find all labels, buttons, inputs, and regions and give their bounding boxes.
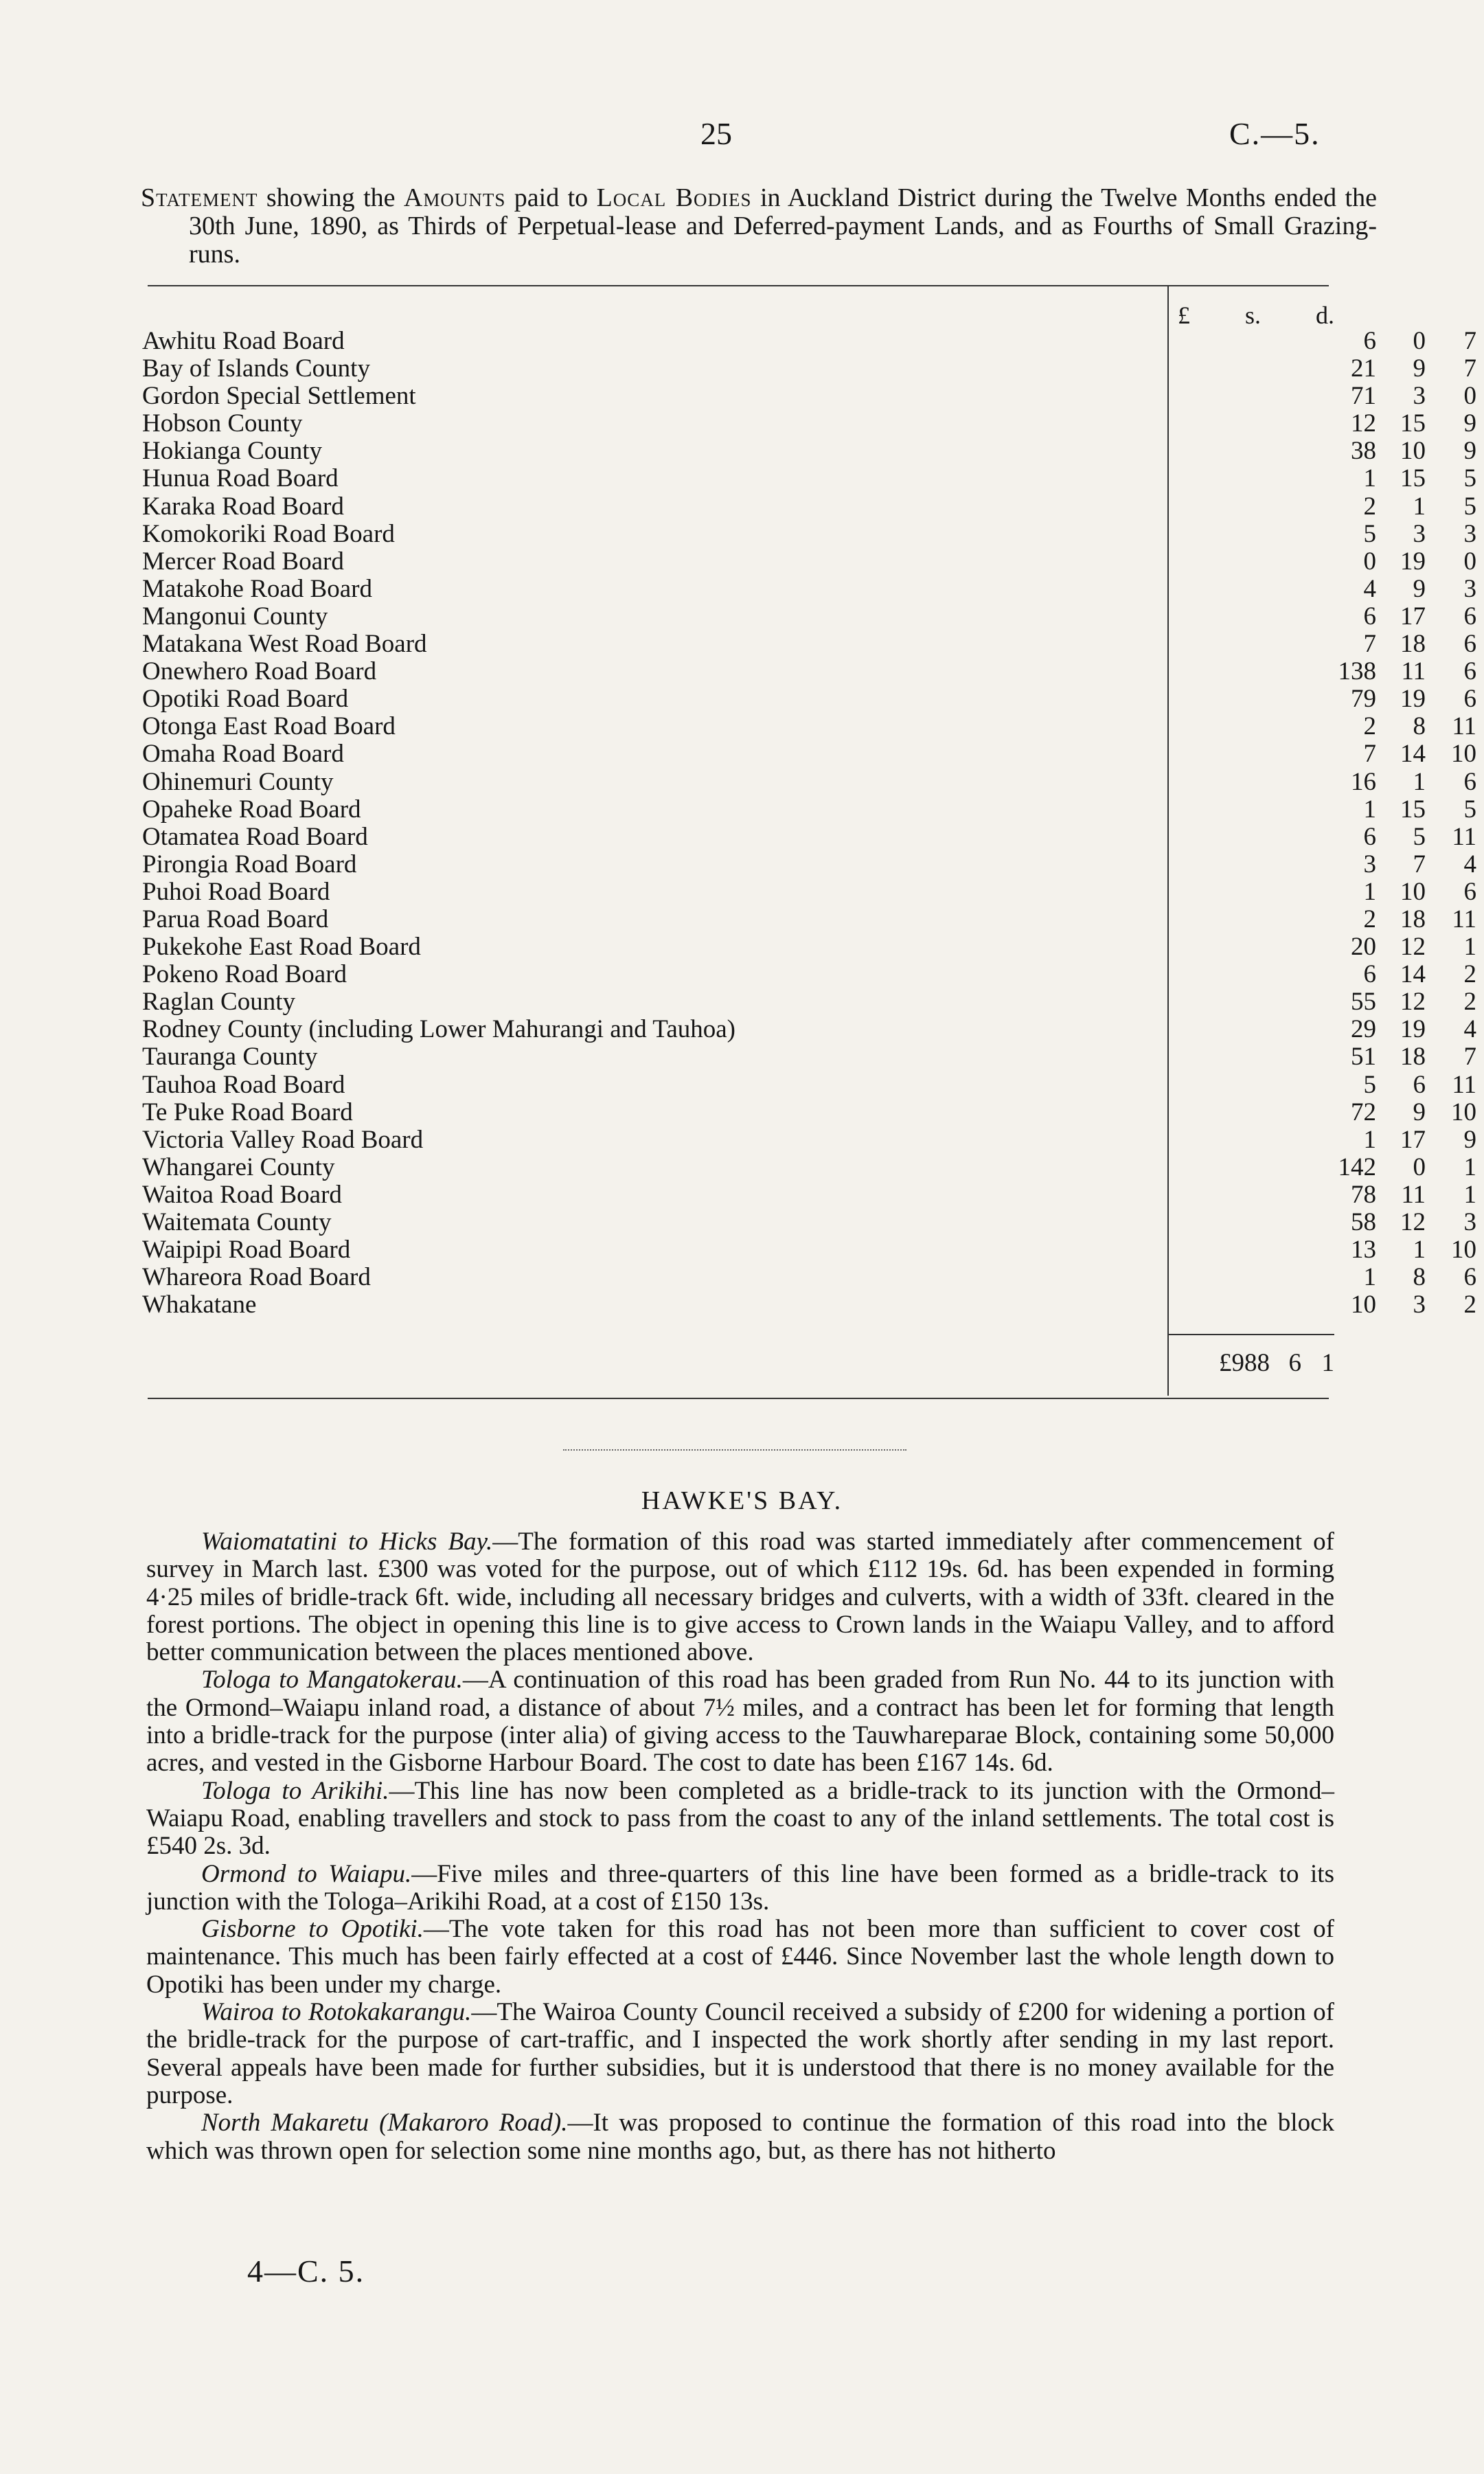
local-body-name: Whangarei County	[142, 1153, 335, 1181]
amount	[1320, 410, 1476, 438]
amount-pence: 10	[1451, 1236, 1476, 1264]
local-body-name: Otamatea Road Board	[142, 822, 368, 851]
footer-signature: 4—C. 5.	[247, 2254, 365, 2289]
amount	[1320, 933, 1476, 961]
table-row	[142, 492, 1476, 521]
amount-pence: 2	[1463, 1291, 1476, 1319]
amount-pence: 6	[1463, 1263, 1476, 1292]
report-paragraph	[146, 1999, 1334, 2109]
amount-shillings: 12	[1400, 988, 1426, 1017]
amount-pence: 2	[1463, 988, 1476, 1017]
amount-pounds: 6	[1363, 602, 1376, 631]
amount-shillings: 8	[1413, 712, 1426, 741]
amount-pounds: 79	[1351, 685, 1376, 714]
shillings-header: s.	[1244, 302, 1261, 329]
table-row	[142, 327, 1476, 355]
local-body-name: Hunua Road Board	[142, 464, 339, 493]
currency-header	[1178, 301, 1334, 329]
table-row	[142, 657, 1476, 686]
amount	[1320, 961, 1476, 988]
amount-pounds: 7	[1363, 740, 1376, 769]
amount-pounds: 2	[1363, 905, 1376, 933]
amount-shillings: 3	[1413, 382, 1426, 411]
amount-pence: 3	[1463, 519, 1476, 548]
amount	[1320, 355, 1476, 383]
amount-shillings: 11	[1401, 1180, 1426, 1209]
table-bottom-rule	[148, 1398, 1329, 1399]
table-row	[142, 1291, 1476, 1319]
amount-shillings: 1	[1413, 767, 1426, 796]
amount-shillings: 17	[1400, 1125, 1426, 1154]
amount-pounds: 138	[1338, 657, 1376, 686]
amount-shillings: 14	[1400, 960, 1426, 989]
table-row	[142, 547, 1476, 576]
local-body-name: Te Puke Road Board	[142, 1098, 353, 1126]
amount-pence: 2	[1463, 960, 1476, 989]
amount-pounds: 38	[1351, 437, 1376, 466]
statement-title-text-1: showing the	[258, 183, 404, 212]
report-paragraph	[146, 1916, 1334, 1999]
amount-pounds: 1	[1363, 877, 1376, 906]
amount	[1320, 1099, 1476, 1126]
amount-pence: 5	[1463, 795, 1476, 824]
amount-pounds: 5	[1363, 519, 1376, 548]
local-body-name: Mercer Road Board	[142, 547, 344, 576]
report-paragraph	[146, 1528, 1334, 1666]
amount	[1320, 1236, 1476, 1264]
amount-shillings: 19	[1400, 547, 1426, 576]
amount-shillings: 12	[1400, 1208, 1426, 1236]
amount	[1320, 1181, 1476, 1209]
amount	[1320, 1154, 1476, 1181]
amount-pence: 6	[1463, 685, 1476, 714]
local-body-name: Awhitu Road Board	[142, 327, 345, 355]
local-body-name: Whareora Road Board	[142, 1263, 371, 1292]
amount	[1320, 906, 1476, 933]
amount-shillings: 17	[1400, 602, 1426, 631]
amount-pence: 0	[1463, 547, 1476, 576]
table-row	[142, 1180, 1476, 1209]
page-number: 25	[700, 116, 732, 151]
amount-shillings: 18	[1400, 1043, 1426, 1071]
amount	[1320, 769, 1476, 796]
table-row	[142, 602, 1476, 631]
local-body-name: Opotiki Road Board	[142, 685, 349, 714]
amount-pence: 1	[1463, 1180, 1476, 1209]
paragraph-heading: North Makaretu (Makaroro Road).	[201, 2109, 568, 2137]
paragraph-heading: Ormond to Waiapu.	[201, 1859, 412, 1888]
amount-shillings: 15	[1400, 409, 1426, 438]
amount-pence: 11	[1452, 712, 1476, 741]
amount-pounds: 1	[1363, 1125, 1376, 1154]
paragraph-text: —The Wairoa County Council received a subsidy of £200 for widening a portion of the bridle-track for the purpose of cart-traffic, and I inspected the work shortly after sending in my last report. Several appeals have been made for further subsidies, but it is understood that there is no money available for the purpose.	[146, 1998, 1334, 2109]
amount-pounds: 12	[1351, 409, 1376, 438]
amount-shillings: 19	[1400, 685, 1426, 714]
amount-pounds: 51	[1351, 1043, 1376, 1071]
table-row	[142, 822, 1476, 851]
amount-shillings: 8	[1413, 1263, 1426, 1292]
local-body-name: Hokianga County	[142, 437, 323, 466]
table-row	[142, 354, 1476, 383]
paragraph-heading: Waiomatatini to Hicks Bay.	[201, 1528, 493, 1556]
table-row	[142, 877, 1476, 906]
amount	[1320, 685, 1476, 713]
amount-pounds: 6	[1363, 960, 1376, 989]
amount	[1320, 1264, 1476, 1291]
amount-shillings: 18	[1400, 905, 1426, 933]
amount-pence: 11	[1452, 905, 1476, 933]
amount-pence: 6	[1463, 877, 1476, 906]
amount-pence: 7	[1463, 354, 1476, 383]
local-body-name: Omaha Road Board	[142, 740, 344, 769]
amount	[1320, 603, 1476, 631]
amount-pence: 3	[1463, 1208, 1476, 1236]
total-pounds: £988	[1219, 1349, 1270, 1377]
amount-pence: 4	[1463, 850, 1476, 878]
local-body-name: Karaka Road Board	[142, 492, 344, 521]
amount	[1320, 878, 1476, 906]
statement-title	[141, 184, 1377, 269]
report-paragraph	[146, 1666, 1334, 1777]
pence-header: d.	[1315, 302, 1334, 329]
amount	[1320, 1071, 1476, 1099]
amount	[1320, 465, 1476, 492]
local-body-name: Puhoi Road Board	[142, 877, 330, 906]
report-paragraph	[146, 1861, 1334, 1916]
amount	[1320, 1043, 1476, 1071]
amount-pounds: 5	[1363, 1070, 1376, 1099]
amount-shillings: 15	[1400, 795, 1426, 824]
local-body-name: Waipipi Road Board	[142, 1236, 351, 1264]
report-paragraph	[146, 1778, 1334, 1861]
amount-pounds: 72	[1351, 1098, 1376, 1126]
amount-pounds: 29	[1351, 1015, 1376, 1044]
amount	[1320, 851, 1476, 878]
amount-pounds: 71	[1351, 382, 1376, 411]
local-body-name: Onewhero Road Board	[142, 657, 377, 686]
amount-pounds: 13	[1351, 1236, 1376, 1264]
table-row	[142, 1043, 1476, 1071]
amount-pence: 11	[1452, 1070, 1476, 1099]
amount-shillings: 10	[1400, 437, 1426, 466]
amount-pence: 6	[1463, 602, 1476, 631]
amount-pounds: 1	[1363, 464, 1376, 493]
amount-shillings: 9	[1413, 354, 1426, 383]
amount-shillings: 18	[1400, 630, 1426, 659]
local-body-name: Tauhoa Road Board	[142, 1070, 345, 1099]
table-row	[142, 1098, 1476, 1126]
amount-pounds: 20	[1351, 933, 1376, 962]
table-row	[142, 712, 1476, 741]
table-top-rule	[148, 285, 1329, 286]
amount-pence: 9	[1463, 437, 1476, 466]
table-row	[142, 795, 1476, 824]
table-row	[142, 1070, 1476, 1099]
table-row	[142, 1263, 1476, 1292]
local-body-name: Waitoa Road Board	[142, 1180, 342, 1209]
table-row	[142, 382, 1476, 411]
amount	[1320, 383, 1476, 410]
amount-pence: 9	[1463, 1125, 1476, 1154]
paragraph-text: —It was proposed to continue the formation of this road into the block which was thrown open for selection some nine months ago, but, as there has not hitherto	[146, 2109, 1334, 2165]
table-row	[142, 1153, 1476, 1181]
paragraph-heading: Wairoa to Rotokakarangu.	[201, 1998, 472, 2027]
table-row	[142, 574, 1476, 603]
amount-pence: 11	[1452, 822, 1476, 851]
amount-pounds: 1	[1363, 795, 1376, 824]
amount-shillings: 11	[1401, 657, 1426, 686]
amount-pence: 10	[1451, 1098, 1476, 1126]
local-body-name: Tauranga County	[142, 1043, 318, 1071]
amount	[1320, 1209, 1476, 1236]
local-body-name: Bay of Islands County	[142, 354, 370, 383]
section-heading: HAWKE'S BAY.	[641, 1486, 843, 1515]
table-row	[142, 1125, 1476, 1154]
amount-pence: 6	[1463, 630, 1476, 659]
amount	[1320, 824, 1476, 851]
amount	[1320, 796, 1476, 824]
paragraph-text: —Five miles and three-quarters of this line have been formed as a bridle-track to its junction with the Tologa–Arikihi Road, at a cost of £150 13s.	[146, 1859, 1334, 1916]
statement-title-text-2: paid to	[505, 183, 597, 212]
local-body-name: Ohinemuri County	[142, 767, 334, 796]
table-row	[142, 740, 1476, 769]
amount-pounds: 55	[1351, 988, 1376, 1017]
local-body-name: Matakohe Road Board	[142, 574, 372, 603]
amount-pounds: 2	[1363, 712, 1376, 741]
local-body-name: Hobson County	[142, 409, 303, 438]
statement-title-local-bodies: Local Bodies	[596, 183, 752, 212]
amount-shillings: 19	[1400, 1015, 1426, 1044]
amount-shillings: 3	[1413, 519, 1426, 548]
table-row	[142, 437, 1476, 466]
amount-pounds: 78	[1351, 1180, 1376, 1209]
amount-pounds: 58	[1351, 1208, 1376, 1236]
table-row	[142, 905, 1476, 933]
local-body-name: Opaheke Road Board	[142, 795, 361, 824]
table-row	[142, 1208, 1476, 1236]
table-row	[142, 850, 1476, 878]
local-body-name: Gordon Special Settlement	[142, 382, 416, 411]
amount-pence: 6	[1463, 767, 1476, 796]
paragraph-heading: Tologa to Arikihi.	[201, 1776, 389, 1805]
amount-pence: 5	[1463, 464, 1476, 493]
paragraph-text: —This line has now been completed as a bridle-track to its junction with the Ormond–Waiapu Road, enabling travellers and stock to pass from the coast to any of the inland settlements. The total cost is £540 2s. 3d.	[146, 1776, 1334, 1861]
statement-title-amounts: Amounts	[403, 183, 506, 212]
local-body-name: Rodney County (including Lower Mahurangi and Tauhoa)	[142, 1015, 735, 1044]
amount-shillings: 10	[1400, 877, 1426, 906]
local-body-name: Pirongia Road Board	[142, 850, 357, 878]
amount-pounds: 21	[1351, 354, 1376, 383]
amount	[1320, 740, 1476, 768]
paragraph-text: —A continuation of this road has been graded from Run No. 44 to its junction with the Ormond–Waiapu inland road, a distance of about 7½ miles, and a contract has been let for forming that length into a bridle-track for the purpose (inter alia) of giving access to the Tauwhareparae Block, containing some 50,000 acres, and vested in the Gisborne Harbour Board. The cost to date has been £167 14s. 6d.	[146, 1666, 1334, 1778]
amount	[1320, 631, 1476, 658]
amount-pence: 4	[1463, 1015, 1476, 1044]
total-pence: 1	[1321, 1349, 1334, 1377]
statement-table	[142, 327, 1476, 1319]
table-row	[142, 519, 1476, 548]
report-paragraph	[146, 2109, 1334, 2165]
table-row	[142, 767, 1476, 796]
amount	[1320, 658, 1476, 685]
amount	[1320, 548, 1476, 576]
local-body-name: Pokeno Road Board	[142, 960, 347, 989]
paragraph-heading: Tologa to Mangatokerau.	[201, 1666, 463, 1694]
table-row	[142, 960, 1476, 989]
local-body-name: Pukekohe East Road Board	[142, 933, 421, 962]
local-body-name: Parua Road Board	[142, 905, 329, 933]
amount-pence: 7	[1463, 1043, 1476, 1071]
amount	[1320, 988, 1476, 1016]
amount-pence: 1	[1463, 933, 1476, 962]
amount-pounds: 7	[1363, 630, 1376, 659]
total-rule	[1167, 1334, 1334, 1335]
local-body-name: Otonga East Road Board	[142, 712, 396, 741]
amount	[1320, 438, 1476, 465]
amount-shillings: 1	[1413, 492, 1426, 521]
amount-shillings: 1	[1413, 1236, 1426, 1264]
amount-shillings: 9	[1413, 1098, 1426, 1126]
amount-pence: 3	[1463, 574, 1476, 603]
section-separator	[563, 1449, 906, 1451]
statement-title-lead: Statement	[141, 183, 258, 212]
document-reference: C.—5.	[1229, 116, 1321, 151]
amount-shillings: 7	[1413, 850, 1426, 878]
local-body-name: Raglan County	[142, 988, 296, 1017]
amount	[1320, 328, 1476, 355]
table-row	[142, 630, 1476, 659]
amount-pence: 1	[1463, 1153, 1476, 1181]
amount-pence: 0	[1463, 382, 1476, 411]
amount	[1320, 1291, 1476, 1319]
report-body	[146, 1528, 1334, 2165]
local-body-name: Whakatane	[142, 1291, 257, 1319]
table-row	[142, 464, 1476, 493]
amount-pounds: 6	[1363, 822, 1376, 851]
statement-total	[1178, 1348, 1334, 1376]
amount-shillings: 14	[1400, 740, 1426, 769]
amount-shillings: 0	[1413, 327, 1426, 355]
amount	[1320, 493, 1476, 521]
amount-shillings: 9	[1413, 574, 1426, 603]
amount-pounds: 0	[1363, 547, 1376, 576]
local-body-name: Mangonui County	[142, 602, 328, 631]
amount-shillings: 15	[1400, 464, 1426, 493]
amount-pence: 9	[1463, 409, 1476, 438]
local-body-name: Matakana West Road Board	[142, 630, 427, 659]
local-body-name: Victoria Valley Road Board	[142, 1125, 424, 1154]
amount-shillings: 5	[1413, 822, 1426, 851]
total-shillings: 6	[1288, 1349, 1301, 1377]
local-body-name: Komokoriki Road Board	[142, 519, 395, 548]
amount-pounds: 10	[1351, 1291, 1376, 1319]
amount-pounds: 1	[1363, 1263, 1376, 1292]
table-row	[142, 933, 1476, 962]
table-row	[142, 409, 1476, 438]
amount-shillings: 0	[1413, 1153, 1426, 1181]
amount-shillings: 3	[1413, 1291, 1426, 1319]
paragraph-text: —The vote taken for this road has not been more than sufficient to cover cost of maintenance. This much has been fairly effected at a cost of £446. Since November last the whole length down to Opotiki has been under my charge.	[146, 1915, 1334, 1999]
amount-pounds: 6	[1363, 327, 1376, 355]
table-row	[142, 1015, 1476, 1044]
amount-pounds: 3	[1363, 850, 1376, 878]
amount	[1320, 576, 1476, 603]
table-row	[142, 1236, 1476, 1264]
local-body-name: Waitemata County	[142, 1208, 332, 1236]
amount-shillings: 6	[1413, 1070, 1426, 1099]
paragraph-heading: Gisborne to Opotiki.	[201, 1915, 424, 1944]
amount	[1320, 1016, 1476, 1043]
paragraph-text: —The formation of this road was started immediately after commencement of survey in March last. £300 was voted for the purpose, out of which £112 19s. 6d. has been expended in forming 4·25 miles of bridle-track 6ft. wide, including all necessary bridges and culverts, with a width of 33ft. cleared in the forest portions. The object in opening this line is to give access to Crown lands in the Waiapu Valley, and to afford better communication between the places mentioned above.	[146, 1528, 1334, 1667]
amount-pounds: 4	[1363, 574, 1376, 603]
amount	[1320, 713, 1476, 740]
amount	[1320, 1126, 1476, 1154]
statement-title-text-3: in Auckland District during the Twelve Months ended the 30th June, 1890, as Thirds of Perpetual-lease and Deferred-payment Lands, and as Fourths of Small Grazing-runs.	[189, 183, 1377, 269]
pounds-header: £	[1178, 302, 1190, 329]
amount-pence: 6	[1463, 657, 1476, 686]
amount-pounds: 142	[1338, 1153, 1376, 1181]
amount-pounds: 2	[1363, 492, 1376, 521]
amount-shillings: 12	[1400, 933, 1426, 962]
amount	[1320, 521, 1476, 548]
amount-pence: 5	[1463, 492, 1476, 521]
amount-pence: 10	[1451, 740, 1476, 769]
amount-pounds: 16	[1351, 767, 1376, 796]
table-row	[142, 685, 1476, 714]
amount-pence: 7	[1463, 327, 1476, 355]
table-row	[142, 988, 1476, 1017]
